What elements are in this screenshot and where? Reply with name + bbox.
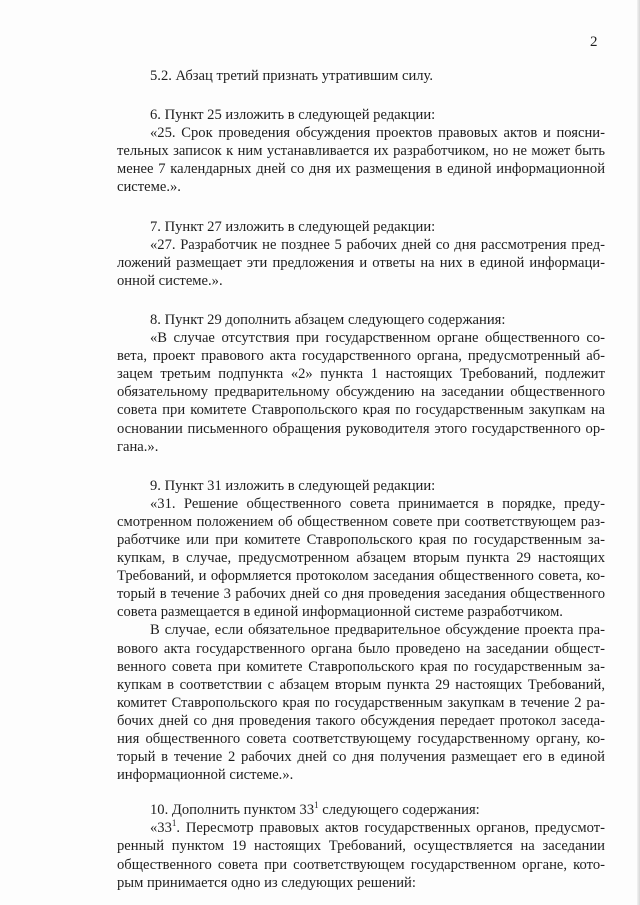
quote-clause-25: «25. Срок проведения обсуждения проектов правовых актов и пояснительных записок к ним устанавливается их разработчиком, но не может быть менее 7 календарных дней со дня их размещения в единой информационной системе.». bbox=[117, 125, 605, 196]
heading-item-6: 6. Пункт 25 изложить в следующей редакции: bbox=[150, 107, 436, 124]
quote-clause-27: «27. Разработчик не позднее 5 рабочих дней со дня рассмотрения предложений размещает эти предложения и ответы на них в единой информационной системе.». bbox=[117, 236, 605, 289]
heading-item-10-before: 10. Дополнить пунктом 33 bbox=[150, 802, 315, 819]
clause-33-1-before: «33 bbox=[150, 820, 172, 837]
quote-clause-33-1 bbox=[117, 819, 605, 891]
page-number: 2 bbox=[590, 34, 598, 50]
quote-clause-29-addition: «В случае отсутствия при государственном органе общественного совета, проект правового акта государственного органа, предусмотренный абзацем третьим подпункта «2» пункта 1 настоящих Требований, подлежит обязательному предварительному обсуждению на заседании общественного совета при комитете Ставропольского края по государственным закупкам на основании письменного обращения руководителя этого государственного органа.». bbox=[117, 330, 605, 455]
quote-clause-31-part-2: В случае, если обязательное предварительное обсуждение проекта правового акта государственного органа было проведено на заседании общественного совета при комитете Ставропольского края по государственным закупкам в соответствии с абзацем вторым пункта 29 настоящих Требований, комитет Ставропольского края по государственным закупкам в течение 2 рабочих дней со дня проведения такого обсуждения передает протокол заседания общественного совета соответствующему государственному органу, который в течение 2 рабочих дней со дня получения размещает его в единой информационной системе.». bbox=[117, 622, 605, 784]
clause-33-1-sup: 1 bbox=[171, 818, 177, 829]
heading-item-10-after: следующего содержания: bbox=[318, 802, 480, 819]
heading-item-9: 9. Пункт 31 изложить в следующей редакции: bbox=[150, 477, 436, 494]
heading-item-10-sup: 1 bbox=[314, 800, 319, 811]
heading-item-7: 7. Пункт 27 изложить в следующей редакции: bbox=[150, 218, 436, 235]
heading-item-8: 8. Пункт 29 дополнить абзацем следующего содержания: bbox=[150, 311, 506, 328]
heading-item-10 bbox=[117, 801, 605, 819]
paragraph-5-2: 5.2. Абзац третий признать утратившим силу. bbox=[150, 68, 434, 84]
quote-clause-31-part-1: «31. Решение общественного совета принимается в порядке, предусмотренном положением об общественном совете при соответствующем разработчике или при комитете Ставропольского края по государственным закупкам, в случае, предусмотренном абзацем вторым пункта 29 настоящих Требований, и оформляется протоколом заседания общественного совета, который в течение 3 рабочих дней со дня проведения заседания общественного совета размещается в единой информационной системе разработчиком. bbox=[117, 495, 605, 621]
document-body bbox=[117, 67, 605, 892]
clause-33-1-after: . Пересмотр правовых актов государственных органов, предусмотренный пунктом 19 настоящих Требований, осуществляется на заседании общественного совета при соответствующем государственном органе, которым принимается одно из следующих решений: bbox=[117, 820, 605, 891]
